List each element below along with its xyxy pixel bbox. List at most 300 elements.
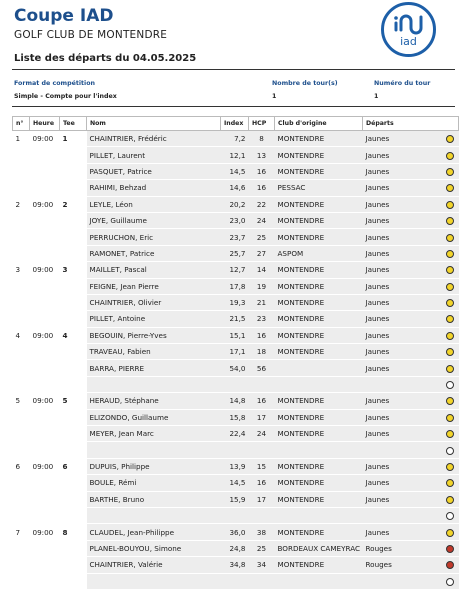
tee-color-cell [441, 475, 459, 491]
flight-number [13, 507, 30, 523]
player-index: 14,8 [221, 393, 249, 409]
table-row [13, 524, 459, 540]
divider-bottom [12, 106, 455, 107]
start-time [30, 409, 60, 425]
player-name: PERRUCHON, Eric [87, 229, 221, 245]
tee-number: 6 [60, 458, 87, 474]
start-time [30, 180, 60, 196]
tee-number [60, 147, 87, 163]
start-time: 09:00 [30, 393, 60, 409]
flight-number [13, 573, 30, 589]
tee-color-dot-icon [446, 201, 454, 209]
tee-color-cell [441, 409, 459, 425]
iad-logo [381, 2, 436, 57]
player-name: PLANEL-BOUYOU, Simone [87, 540, 221, 556]
tee-color-dot-icon [446, 152, 454, 160]
table-header-row [13, 117, 459, 131]
start-time [30, 540, 60, 556]
player-index: 25,7 [221, 245, 249, 261]
player-club: MONTENDRE [275, 278, 363, 294]
table-row [13, 376, 459, 392]
player-depart: Jaunes [363, 311, 441, 327]
start-time [30, 344, 60, 360]
player-name: PILLET, Laurent [87, 147, 221, 163]
flight-number [13, 229, 30, 245]
player-club: MONTENDRE [275, 229, 363, 245]
start-time [30, 245, 60, 261]
flight-number: 5 [13, 393, 30, 409]
tee-color-dot-icon [446, 430, 454, 438]
player-club: MONTENDRE [275, 147, 363, 163]
player-depart: Jaunes [363, 278, 441, 294]
player-depart: Jaunes [363, 491, 441, 507]
player-club: MONTENDRE [275, 196, 363, 212]
tours-value: 1 [272, 93, 277, 100]
player-depart: Jaunes [363, 344, 441, 360]
table-row [13, 147, 459, 163]
tee-number: 5 [60, 393, 87, 409]
player-club [275, 360, 363, 376]
tee-color-cell [441, 278, 459, 294]
player-depart: Jaunes [363, 426, 441, 442]
flight-number [13, 180, 30, 196]
player-name: LEYLE, Léon [87, 196, 221, 212]
tours-label: Nombre de tour(s) [272, 80, 338, 87]
start-time: 09:00 [30, 262, 60, 278]
divider-top [12, 69, 455, 70]
player-index: 7,2 [221, 131, 249, 147]
document-subtitle: Liste des départs du 04.05.2025 [14, 53, 197, 64]
player-index [221, 376, 249, 392]
col-departs: Départs [363, 117, 459, 131]
table-row [13, 557, 459, 573]
player-club: ASPOM [275, 245, 363, 261]
player-name: BARTHE, Bruno [87, 491, 221, 507]
tee-number [60, 557, 87, 573]
tee-number [60, 344, 87, 360]
player-depart: Jaunes [363, 327, 441, 343]
tee-color-cell [441, 311, 459, 327]
player-hcp [249, 573, 275, 589]
player-index: 21,5 [221, 311, 249, 327]
tee-color-dot-icon [446, 266, 454, 274]
player-depart: Jaunes [363, 294, 441, 310]
player-index: 17,1 [221, 344, 249, 360]
player-name [87, 442, 221, 458]
table-row [13, 163, 459, 179]
start-time [30, 360, 60, 376]
tee-color-dot-icon [446, 315, 454, 323]
player-name: BEGOUIN, Pierre-Yves [87, 327, 221, 343]
start-time [30, 278, 60, 294]
player-club: MONTENDRE [275, 409, 363, 425]
start-time [30, 376, 60, 392]
player-index: 17,8 [221, 278, 249, 294]
tee-number [60, 376, 87, 392]
player-club: PESSAC [275, 180, 363, 196]
table-row [13, 344, 459, 360]
player-index: 12,1 [221, 147, 249, 163]
tee-color-cell [441, 245, 459, 261]
tee-color-dot-icon [446, 135, 454, 143]
player-hcp: 16 [249, 393, 275, 409]
tee-color-cell [441, 426, 459, 442]
tee-color-cell [441, 229, 459, 245]
tee-color-dot-icon [446, 234, 454, 242]
player-depart: Jaunes [363, 180, 441, 196]
player-name: JOYE, Guillaume [87, 212, 221, 228]
player-depart: Rouges [363, 540, 441, 556]
tee-color-cell [441, 294, 459, 310]
player-name: FEIGNE, Jean Pierre [87, 278, 221, 294]
player-index: 12,7 [221, 262, 249, 278]
tee-color-cell [441, 196, 459, 212]
player-hcp: 13 [249, 147, 275, 163]
start-time [30, 163, 60, 179]
flight-number: 3 [13, 262, 30, 278]
tee-number [60, 229, 87, 245]
tee-color-dot-icon [446, 283, 454, 291]
player-depart: Jaunes [363, 229, 441, 245]
tee-number [60, 212, 87, 228]
player-name: MEYER, Jean Marc [87, 426, 221, 442]
tee-number: 3 [60, 262, 87, 278]
tee-color-cell [441, 524, 459, 540]
flight-number: 1 [13, 131, 30, 147]
player-depart: Rouges [363, 557, 441, 573]
table-row [13, 311, 459, 327]
start-time: 09:00 [30, 458, 60, 474]
tee-color-dot-icon [446, 414, 454, 422]
tee-color-cell [441, 327, 459, 343]
tee-color-cell [441, 262, 459, 278]
player-index: 23,7 [221, 229, 249, 245]
tee-number [60, 442, 87, 458]
player-hcp: 34 [249, 557, 275, 573]
player-hcp: 56 [249, 360, 275, 376]
tour-num-label: Numéro du tour [374, 80, 431, 87]
player-index: 22,4 [221, 426, 249, 442]
player-index: 15,8 [221, 409, 249, 425]
flight-number: 6 [13, 458, 30, 474]
tee-color-cell [441, 147, 459, 163]
player-hcp: 24 [249, 212, 275, 228]
tee-color-dot-icon [446, 250, 454, 258]
page-title: Coupe IAD [14, 6, 114, 26]
player-index: 20,2 [221, 196, 249, 212]
tee-color-cell [441, 180, 459, 196]
flight-number [13, 540, 30, 556]
player-index: 54,0 [221, 360, 249, 376]
player-name: BOULE, Rémi [87, 475, 221, 491]
player-club: MONTENDRE [275, 163, 363, 179]
tee-number [60, 409, 87, 425]
tee-color-cell [441, 163, 459, 179]
player-name [87, 507, 221, 523]
table-row [13, 196, 459, 212]
player-hcp: 14 [249, 262, 275, 278]
player-name: HERAUD, Stéphane [87, 393, 221, 409]
player-hcp: 17 [249, 491, 275, 507]
player-depart: Jaunes [363, 458, 441, 474]
player-hcp: 16 [249, 180, 275, 196]
player-index: 14,5 [221, 163, 249, 179]
player-hcp: 27 [249, 245, 275, 261]
player-depart: Jaunes [363, 360, 441, 376]
table-row [13, 507, 459, 523]
flight-number [13, 491, 30, 507]
flight-number [13, 212, 30, 228]
tee-color-cell [441, 573, 459, 589]
tee-color-cell [441, 491, 459, 507]
start-time [30, 475, 60, 491]
player-index [221, 507, 249, 523]
player-club: MONTENDRE [275, 458, 363, 474]
table-row [13, 180, 459, 196]
start-time [30, 294, 60, 310]
table-row [13, 131, 459, 147]
player-index: 15,9 [221, 491, 249, 507]
start-time [30, 491, 60, 507]
col-hcp: HCP [249, 117, 275, 131]
tee-color-dot-icon [446, 365, 454, 373]
player-depart: Jaunes [363, 262, 441, 278]
flight-number [13, 311, 30, 327]
flight-number [13, 344, 30, 360]
format-value: Simple - Compte pour l'index [14, 93, 117, 100]
player-name: ELIZONDO, Guillaume [87, 409, 221, 425]
tee-number [60, 180, 87, 196]
player-hcp: 21 [249, 294, 275, 310]
flight-number [13, 409, 30, 425]
player-index: 36,0 [221, 524, 249, 540]
tee-color-dot-icon [446, 529, 454, 537]
tee-color-dot-icon [446, 463, 454, 471]
player-depart: Jaunes [363, 212, 441, 228]
tee-number [60, 360, 87, 376]
tee-color-dot-icon [446, 299, 454, 307]
tee-color-cell [441, 442, 459, 458]
player-depart: Jaunes [363, 131, 441, 147]
player-hcp: 25 [249, 540, 275, 556]
table-row [13, 327, 459, 343]
tee-color-dot-icon [446, 168, 454, 176]
player-club: MONTENDRE [275, 212, 363, 228]
player-hcp [249, 376, 275, 392]
table-row [13, 360, 459, 376]
start-time: 09:00 [30, 131, 60, 147]
player-name [87, 376, 221, 392]
tee-color-cell [441, 212, 459, 228]
start-time [30, 507, 60, 523]
logo-text: iad [400, 35, 417, 48]
tee-color-dot-icon [446, 184, 454, 192]
tee-number [60, 491, 87, 507]
player-hcp: 16 [249, 475, 275, 491]
start-time: 09:00 [30, 524, 60, 540]
player-hcp: 25 [249, 229, 275, 245]
player-hcp: 16 [249, 327, 275, 343]
player-depart: Jaunes [363, 163, 441, 179]
player-depart: Jaunes [363, 196, 441, 212]
tee-number: 4 [60, 327, 87, 343]
player-name: PILLET, Antoine [87, 311, 221, 327]
player-depart: Jaunes [363, 475, 441, 491]
tee-number [60, 475, 87, 491]
tee-number [60, 294, 87, 310]
player-index [221, 573, 249, 589]
flight-number [13, 294, 30, 310]
tee-color-dot-icon [446, 348, 454, 356]
col-club: Club d'origine [275, 117, 363, 131]
player-name: CHAINTRIER, Olivier [87, 294, 221, 310]
tee-color-cell [441, 458, 459, 474]
tee-color-dot-icon [446, 545, 454, 553]
start-time: 09:00 [30, 327, 60, 343]
start-time [30, 147, 60, 163]
tee-color-dot-icon [446, 447, 454, 455]
flight-number [13, 557, 30, 573]
table-row [13, 262, 459, 278]
flight-number [13, 475, 30, 491]
tee-color-dot-icon [446, 479, 454, 487]
player-hcp: 8 [249, 131, 275, 147]
player-club: MONTENDRE [275, 475, 363, 491]
player-index: 15,1 [221, 327, 249, 343]
flight-number [13, 376, 30, 392]
tee-color-cell [441, 376, 459, 392]
tee-color-cell [441, 393, 459, 409]
start-time: 09:00 [30, 196, 60, 212]
player-index: 23,0 [221, 212, 249, 228]
start-time [30, 442, 60, 458]
tee-color-dot-icon [446, 496, 454, 504]
tee-color-cell [441, 557, 459, 573]
player-hcp: 15 [249, 458, 275, 474]
tee-color-dot-icon [446, 217, 454, 225]
tee-number [60, 311, 87, 327]
player-club: MONTENDRE [275, 294, 363, 310]
flight-number [13, 163, 30, 179]
tee-number: 1 [60, 131, 87, 147]
player-depart: Jaunes [363, 147, 441, 163]
player-hcp: 24 [249, 426, 275, 442]
tee-color-cell [441, 540, 459, 556]
player-name: CLAUDEL, Jean-Philippe [87, 524, 221, 540]
player-name: RAHIMI, Behzad [87, 180, 221, 196]
player-depart: Jaunes [363, 393, 441, 409]
player-club: MONTENDRE [275, 262, 363, 278]
player-index: 14,5 [221, 475, 249, 491]
player-hcp: 17 [249, 409, 275, 425]
player-depart [363, 442, 441, 458]
tee-number [60, 540, 87, 556]
tee-number: 2 [60, 196, 87, 212]
tee-color-dot-icon [446, 332, 454, 340]
player-depart [363, 507, 441, 523]
player-name: TRAVEAU, Fabien [87, 344, 221, 360]
player-hcp: 19 [249, 278, 275, 294]
player-hcp: 23 [249, 311, 275, 327]
flight-number [13, 442, 30, 458]
tee-color-cell [441, 360, 459, 376]
flight-number [13, 245, 30, 261]
player-hcp [249, 507, 275, 523]
tee-color-cell [441, 507, 459, 523]
start-time [30, 557, 60, 573]
flight-number [13, 426, 30, 442]
tee-number [60, 245, 87, 261]
start-time [30, 212, 60, 228]
player-hcp: 38 [249, 524, 275, 540]
flight-number [13, 360, 30, 376]
player-depart [363, 573, 441, 589]
player-club: MONTENDRE [275, 491, 363, 507]
tee-color-dot-icon [446, 397, 454, 405]
player-name: CHAINTRIER, Frédéric [87, 131, 221, 147]
table-row [13, 294, 459, 310]
tour-num-value: 1 [374, 93, 379, 100]
player-hcp: 16 [249, 163, 275, 179]
col-tee: Tee [60, 117, 87, 131]
tee-color-cell [441, 131, 459, 147]
player-club: MONTENDRE [275, 327, 363, 343]
player-club: MONTENDRE [275, 557, 363, 573]
col-index: Index [221, 117, 249, 131]
table-row [13, 393, 459, 409]
player-club [275, 376, 363, 392]
start-time [30, 426, 60, 442]
player-depart: Jaunes [363, 524, 441, 540]
player-depart: Jaunes [363, 409, 441, 425]
col-heure: Heure [30, 117, 60, 131]
tee-color-cell [441, 344, 459, 360]
table-row [13, 212, 459, 228]
table-body [13, 131, 459, 590]
flight-number: 2 [13, 196, 30, 212]
start-time [30, 573, 60, 589]
flight-number [13, 278, 30, 294]
tee-number [60, 278, 87, 294]
flight-number: 7 [13, 524, 30, 540]
player-name: RAMONET, Patrice [87, 245, 221, 261]
tee-number [60, 573, 87, 589]
player-club: MONTENDRE [275, 344, 363, 360]
player-depart: Jaunes [363, 245, 441, 261]
player-name: CHAINTRIER, Valérie [87, 557, 221, 573]
player-name [87, 573, 221, 589]
tee-number: 8 [60, 524, 87, 540]
player-name: MAILLET, Pascal [87, 262, 221, 278]
player-club [275, 442, 363, 458]
player-index [221, 442, 249, 458]
player-name: PASQUET, Patrice [87, 163, 221, 179]
table-row [13, 245, 459, 261]
start-time [30, 229, 60, 245]
player-club: MONTENDRE [275, 393, 363, 409]
player-club [275, 573, 363, 589]
flight-number: 4 [13, 327, 30, 343]
player-index: 34,8 [221, 557, 249, 573]
flight-number [13, 147, 30, 163]
table-row [13, 458, 459, 474]
table-row [13, 442, 459, 458]
table-row [13, 229, 459, 245]
tee-number [60, 426, 87, 442]
tee-color-dot-icon [446, 578, 454, 586]
player-name: DUPUIS, Philippe [87, 458, 221, 474]
tee-color-dot-icon [446, 512, 454, 520]
